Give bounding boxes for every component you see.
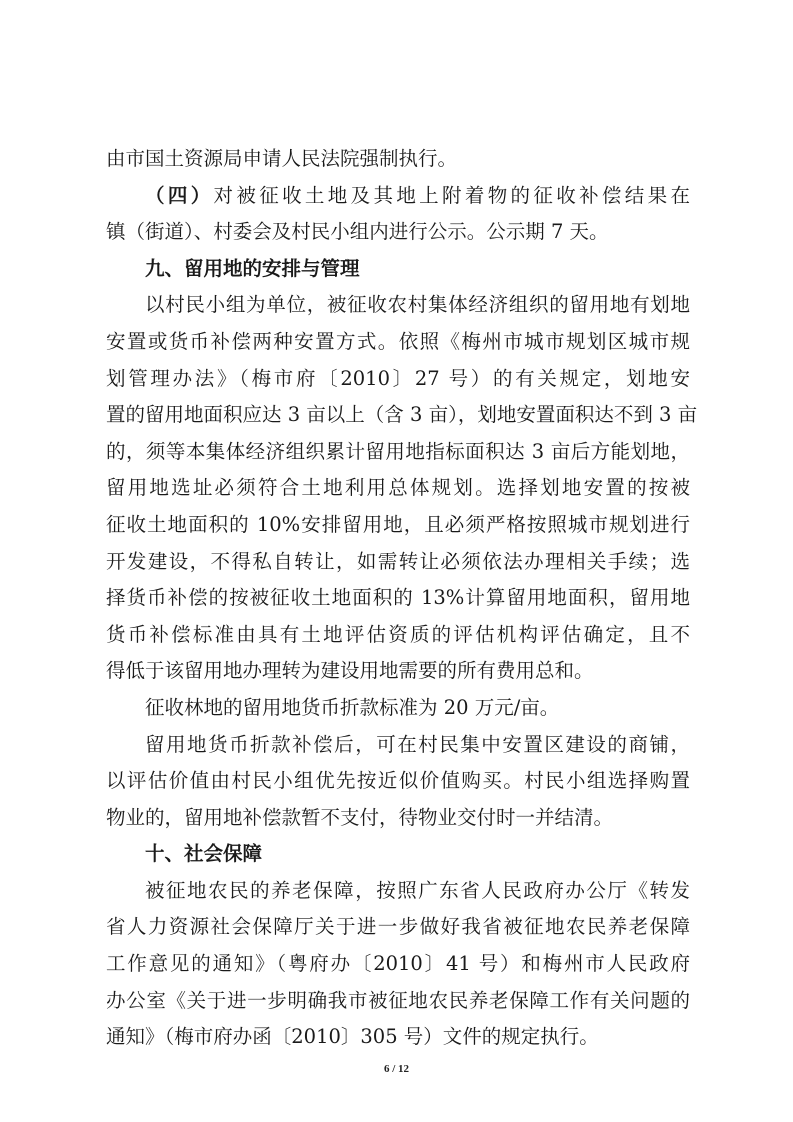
item-number: （四） [145, 183, 214, 207]
paragraph-line: 留用地选址必须符合土地利用总体规划。选择划地安置的按被 [106, 476, 690, 500]
section-heading: 十、社会保障 [145, 842, 263, 866]
paragraph-line [106, 178, 690, 215]
paragraph-line: 以村民小组为单位，被征收农村集体经济组织的留用地有划地 [145, 293, 690, 317]
paragraph-line: 的，须等本集体经济组织累计留用地指标面积达 3 亩后方能划地， [106, 439, 690, 463]
page-number: 6 / 12 [383, 1063, 410, 1075]
paragraph-line: 置的留用地面积应达 3 亩以上（含 3 亩），划地安置面积达不到 3 亩 [106, 403, 698, 427]
paragraph-line: 划管理办法》（梅市府〔2010〕27 号）的有关规定，划地安 [106, 366, 690, 390]
document-body [106, 141, 698, 1056]
paragraph-line: 办公室《关于进一步明确我市被征地农民养老保障工作有关问题的 [106, 988, 690, 1012]
paragraph-line: 货币补偿标准由具有土地评估资质的评估机构评估确定，且不 [106, 622, 690, 646]
paragraph-line: 镇（街道）、村委会及村民小组内进行公示。公示期 7 天。 [106, 220, 609, 244]
paragraph-line: 物业的，留用地补偿款暂不支付，待物业交付时一并结清。 [106, 805, 614, 829]
paragraph-line: 由市国土资源局申请人民法院强制执行。 [106, 147, 458, 170]
paragraph-line: 开发建设，不得私自转让，如需转让必须依法办理相关手续；选 [106, 549, 690, 573]
paragraph-line: 被征地农民的养老保障，按照广东省人民政府办公厅《转发 [145, 878, 690, 902]
paragraph-line: 征收林地的留用地货币折款标准为 20 万元/亩。 [145, 695, 560, 719]
paragraph-line: 征收土地面积的 10%安排留用地，且必须严格按照城市规划进行 [106, 512, 690, 536]
section-heading: 九、留用地的安排与管理 [145, 256, 360, 280]
line-text: 对被征收土地及其地上附着物的征收补偿结果在 [213, 183, 690, 207]
paragraph-line: 工作意见的通知》（粤府办〔2010〕41 号）和梅州市人民政府 [106, 952, 690, 976]
paragraph-line: 省人力资源社会保障厅关于进一步做好我省被征地农民养老保障 [106, 915, 690, 939]
paragraph-line: 安置或货币补偿两种安置方式。依照《梅州市城市规划区城市规 [106, 329, 690, 353]
paragraph-line: 得低于该留用地办理转为建设用地需要的所有费用总和。 [106, 659, 594, 683]
paragraph-line: 留用地货币折款补偿后，可在村民集中安置区建设的商铺， [145, 732, 690, 756]
paragraph-line: 通知》（梅市府办函〔2010〕305 号）文件的规定执行。 [106, 1025, 599, 1049]
paragraph-line: 以评估价值由村民小组优先按近似价值购买。村民小组选择购置 [106, 769, 690, 793]
paragraph-line: 择货币补偿的按被征收土地面积的 13%计算留用地面积，留用地 [106, 586, 690, 610]
